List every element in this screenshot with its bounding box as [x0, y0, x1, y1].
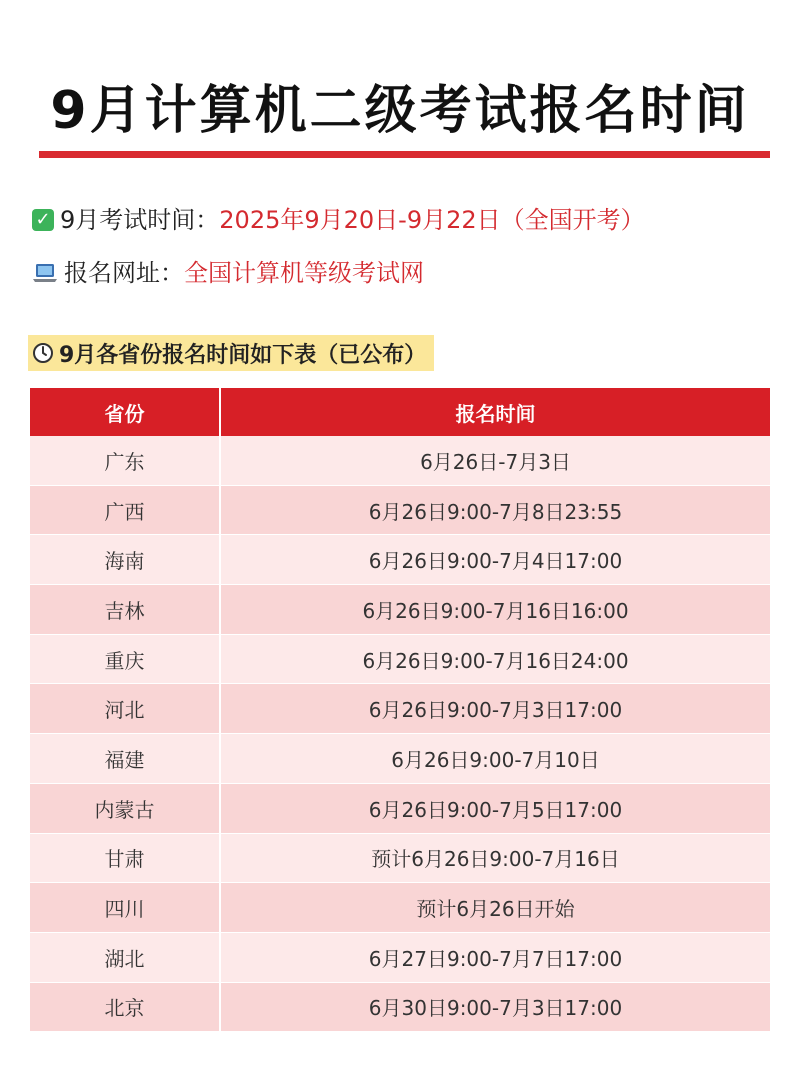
table-row [30, 684, 770, 734]
province-cell: 河北 [30, 684, 220, 734]
exam-time-line [32, 203, 645, 237]
time-cell: 6月26日9:00-7月4日17:00 [220, 535, 770, 585]
time-cell: 6月26日9:00-7月16日16:00 [220, 585, 770, 635]
check-mark-icon: ✓ [32, 209, 54, 231]
province-cell: 内蒙古 [30, 783, 220, 833]
table-caption [28, 335, 434, 371]
table-header-row [30, 388, 770, 436]
header-province: 省份 [30, 388, 220, 436]
time-cell: 6月27日9:00-7月7日17:00 [220, 932, 770, 982]
time-cell: 预计6月26日开始 [220, 883, 770, 933]
province-cell: 湖北 [30, 932, 220, 982]
table-row [30, 883, 770, 933]
table-row [30, 436, 770, 485]
table-row [30, 833, 770, 883]
time-cell: 6月26日-7月3日 [220, 436, 770, 485]
signup-site-label: 报名网址： [64, 259, 184, 287]
table-row [30, 734, 770, 784]
province-cell: 甘肃 [30, 833, 220, 883]
exam-time-value: 2025年9月20日-9月22日（全国开考） [219, 206, 645, 234]
province-cell: 广西 [30, 485, 220, 535]
province-cell: 北京 [30, 982, 220, 1032]
header-time: 报名时间 [220, 388, 770, 436]
table-row [30, 485, 770, 535]
exam-time-label: 9月考试时间： [60, 206, 220, 234]
signup-site-value[interactable]: 全国计算机等级考试网 [184, 259, 424, 287]
province-cell: 四川 [30, 883, 220, 933]
page-title: 9月计算机二级考试报名时间 [50, 81, 750, 141]
time-cell: 6月26日9:00-7月8日23:55 [220, 485, 770, 535]
province-cell: 重庆 [30, 634, 220, 684]
clock-icon [32, 342, 54, 364]
province-cell: 福建 [30, 734, 220, 784]
time-cell: 6月26日9:00-7月5日17:00 [220, 783, 770, 833]
table-row [30, 585, 770, 635]
table-row [30, 783, 770, 833]
time-cell: 6月30日9:00-7月3日17:00 [220, 982, 770, 1032]
table-row [30, 932, 770, 982]
laptop-icon [32, 262, 58, 284]
signup-site-line [32, 256, 424, 290]
title-underline [39, 151, 770, 158]
time-cell: 6月26日9:00-7月16日24:00 [220, 634, 770, 684]
province-cell: 广东 [30, 436, 220, 485]
province-cell: 吉林 [30, 585, 220, 635]
time-cell: 6月26日9:00-7月10日 [220, 734, 770, 784]
table-row [30, 535, 770, 585]
table-row [30, 982, 770, 1032]
province-cell: 海南 [30, 535, 220, 585]
registration-table [30, 388, 770, 1032]
table-caption-text: 9月各省份报名时间如下表（已公布） [59, 342, 427, 368]
time-cell: 6月26日9:00-7月3日17:00 [220, 684, 770, 734]
table-row [30, 634, 770, 684]
time-cell: 预计6月26日9:00-7月16日 [220, 833, 770, 883]
